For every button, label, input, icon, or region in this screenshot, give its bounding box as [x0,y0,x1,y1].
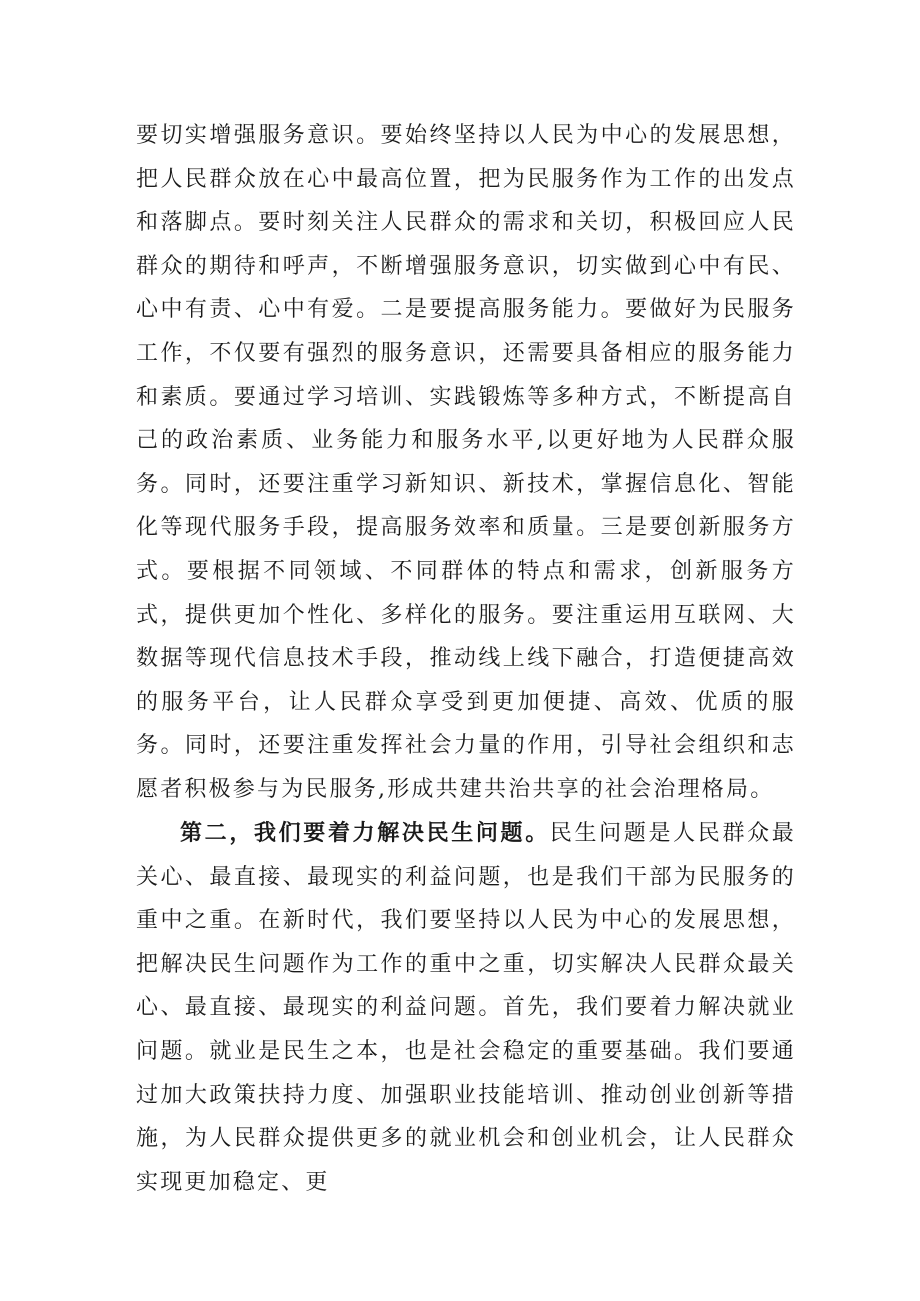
body-paragraph-2 [136,812,796,1204]
body-paragraph-2-text: 民生问题是人民群众最关心、最直接、最现实的利益问题，也是我们干部为民服务的重中之重。在新时代，我们要坚持以人民为中心的发展思想，把解决民生问题作为工作的重中之重，切实解决人民群众最关心、最直接、最现实的利益问题。首先，我们要着力解决就业问题。就业是民生之本，也是社会稳定的重要基础。我们要通过加大政策扶持力度、加强职业技能培训、推动创业创新等措施，为人民群众提供更多的就业机会和创业机会，让人民群众实现更加稳定、更 [136,821,796,1195]
section-lead-heading: 第二，我们要着力解决民生问题。 [180,820,550,846]
body-paragraph-1: 要切实增强服务意识。要始终坚持以人民为中心的发展思想，把人民群众放在心中最高位置，把为民服务作为工作的出发点和落脚点。要时刻关注人民群众的需求和关切，积极回应人民群众的期待和呼声，不断增强服务意识，切实做到心中有民、心中有责、心中有爱。二是要提高服务能力。要做好为民服务工作，不仅要有强烈的服务意识，还需要具备相应的服务能力和素质。要通过学习培训、实践锻炼等多种方式，不断提高自己的政治素质、业务能力和服务水平,以更好地为人民群众服务。同时，还要注重学习新知识、新技术，掌握信息化、智能化等现代服务手段，提高服务效率和质量。三是要创新服务方式。要根据不同领域、不同群体的特点和需求，创新服务方式，提供更加个性化、多样化的服务。要注重运用互联网、大数据等现代信息技术手段，推动线上线下融合，打造便捷高效的服务平台，让人民群众享受到更加便捷、高效、优质的服务。同时，还要注重发挥社会力量的作用，引导社会组织和志愿者积极参与为民服务,形成共建共治共享的社会治理格局。 [136,123,796,802]
